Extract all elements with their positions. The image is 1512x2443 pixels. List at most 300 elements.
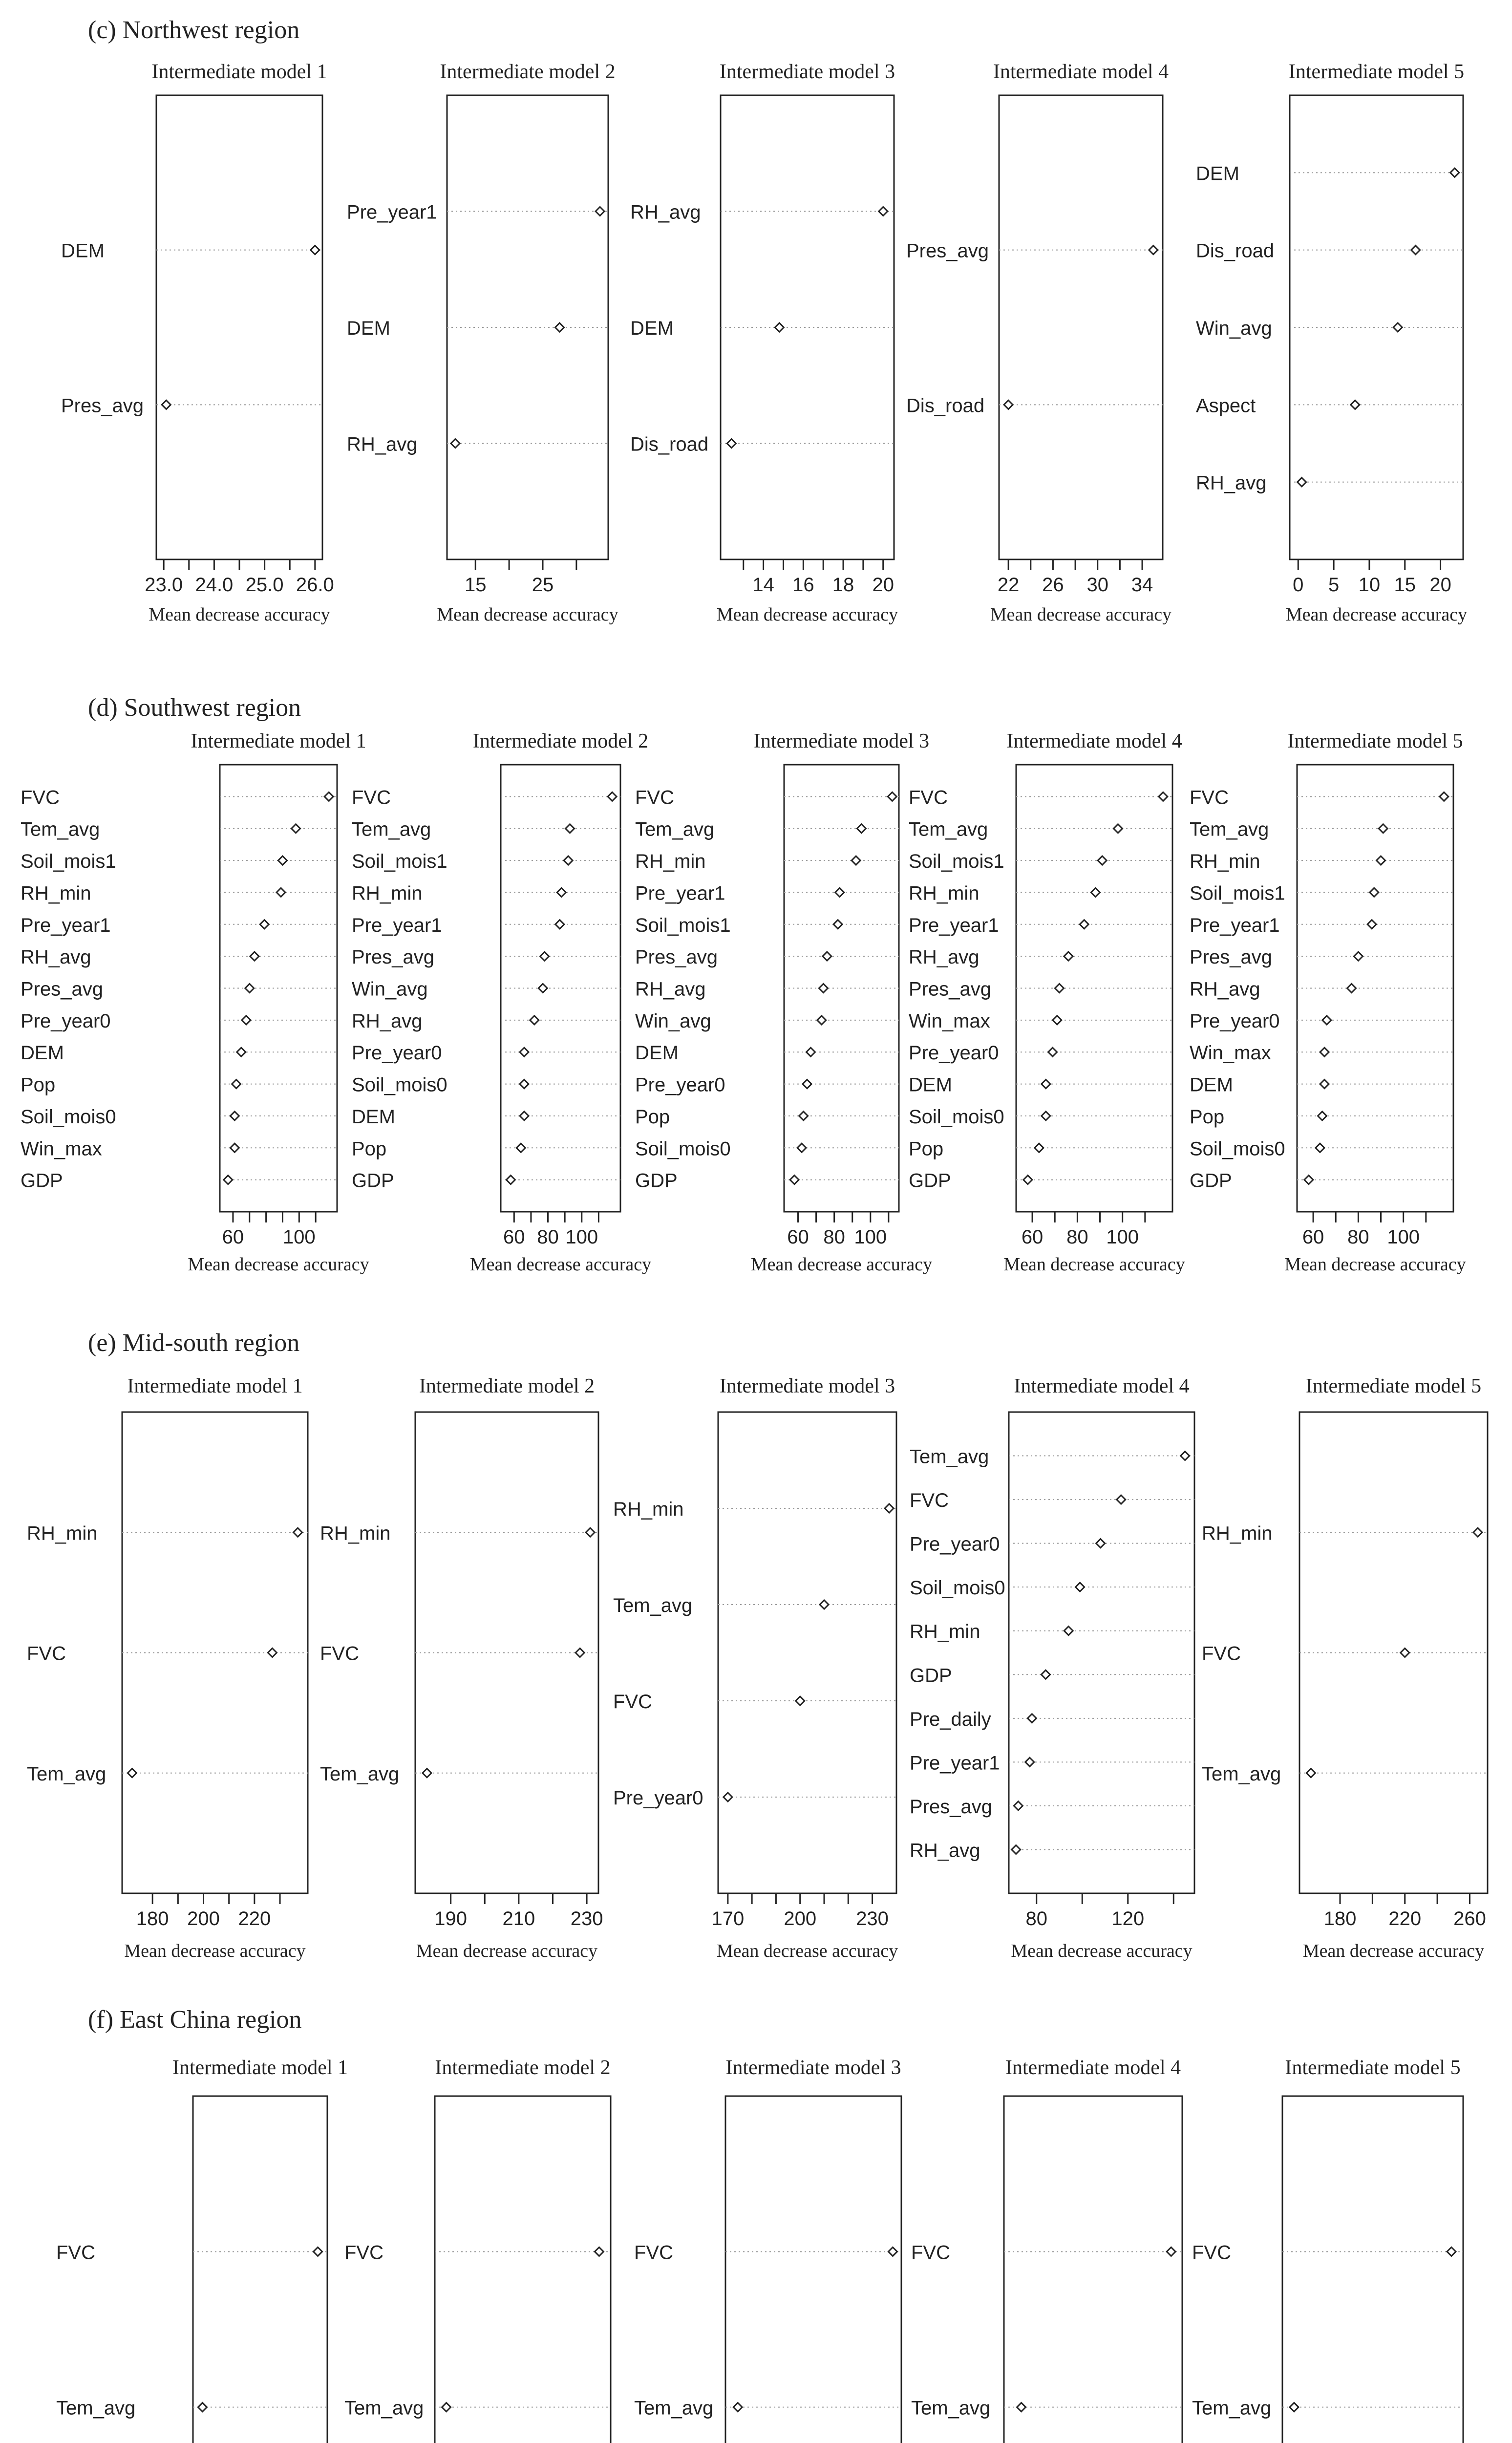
- importance-point: [733, 2403, 742, 2412]
- importance-point: [230, 1143, 239, 1152]
- variable-label: Tem_avg: [21, 818, 100, 840]
- variable-label: Tem_avg: [320, 1763, 400, 1785]
- panel-frame: [1009, 1412, 1194, 1893]
- importance-point: [857, 824, 866, 833]
- importance-point: [520, 1080, 529, 1089]
- panel-3-4: [911, 2057, 1184, 2443]
- variable-label: Tem_avg: [909, 818, 988, 840]
- variable-label: Pres_avg: [906, 240, 989, 262]
- importance-point: [1393, 323, 1402, 332]
- variable-label: RH_avg: [21, 946, 91, 968]
- x-tick-label: 20: [872, 574, 894, 596]
- x-tick-label: 100: [1387, 1226, 1420, 1248]
- importance-point: [596, 207, 604, 216]
- panel-3-1: [56, 2057, 351, 2443]
- section-title: (c) Northwest region: [88, 16, 300, 44]
- importance-point: [1322, 1016, 1331, 1025]
- importance-point: [1318, 1112, 1327, 1120]
- panel-0-4: [906, 61, 1171, 625]
- importance-point: [294, 1528, 302, 1537]
- variable-label: FVC: [320, 1643, 359, 1665]
- x-tick-label: 23.0: [145, 574, 183, 596]
- variable-label: Win_avg: [635, 1010, 711, 1032]
- x-tick-label: 25: [532, 574, 554, 596]
- variable-label: RH_avg: [347, 433, 418, 455]
- variable-label: GDP: [909, 1170, 951, 1192]
- variable-label: DEM: [21, 1042, 64, 1064]
- variable-label: RH_min: [320, 1522, 391, 1544]
- x-axis-label: Mean decrease accuracy: [750, 1254, 933, 1275]
- panel-frame: [1004, 2096, 1182, 2443]
- importance-point: [1027, 1714, 1036, 1723]
- x-axis-label: Mean decrease accuracy: [716, 604, 898, 625]
- importance-point: [817, 1016, 826, 1025]
- variable-label: GDP: [910, 1665, 952, 1687]
- x-tick-label: 220: [238, 1908, 271, 1929]
- x-axis-label: Mean decrease accuracy: [1011, 1941, 1193, 1961]
- variable-label: Tem_avg: [344, 2397, 424, 2419]
- panel-2-4: [910, 1375, 1194, 1961]
- importance-point: [1447, 2247, 1456, 2256]
- panel-title: Intermediate model 4: [1006, 730, 1182, 752]
- variable-label: RH_min: [1202, 1522, 1273, 1544]
- variable-label: Pop: [635, 1106, 670, 1128]
- variable-label: DEM: [909, 1074, 952, 1096]
- importance-point: [451, 439, 460, 448]
- panel-1-1: [21, 730, 369, 1275]
- panel-frame: [1282, 2096, 1463, 2443]
- variable-label: Soil_mois0: [352, 1074, 447, 1096]
- variable-label: Soil_mois1: [21, 851, 116, 873]
- importance-point: [820, 1600, 829, 1609]
- importance-point: [1117, 1495, 1126, 1504]
- panel-title: Intermediate model 4: [1014, 1375, 1190, 1397]
- x-tick-label: 100: [282, 1226, 316, 1248]
- panel-title: Intermediate model 5: [1288, 61, 1465, 83]
- variable-label: FVC: [635, 787, 674, 809]
- variable-label: Tem_avg: [634, 2397, 714, 2419]
- variable-label: FVC: [909, 787, 948, 809]
- panel-frame: [725, 2096, 901, 2443]
- panel-title: Intermediate model 2: [472, 730, 649, 752]
- importance-point: [1076, 1583, 1085, 1591]
- importance-point: [1181, 1452, 1190, 1460]
- variable-label: Aspect: [1196, 395, 1256, 417]
- x-tick-label: 120: [1111, 1908, 1145, 1929]
- importance-point: [819, 984, 828, 993]
- importance-point: [1041, 1670, 1050, 1679]
- variable-label: DEM: [347, 318, 390, 339]
- variable-label: RH_min: [352, 882, 423, 904]
- importance-point: [1042, 1080, 1050, 1089]
- importance-point: [806, 1048, 815, 1056]
- importance-point: [803, 1080, 811, 1089]
- importance-point: [128, 1769, 136, 1778]
- x-axis-label: Mean decrease accuracy: [437, 604, 618, 625]
- x-tick-label: 60: [1302, 1226, 1324, 1248]
- importance-point: [1023, 1176, 1032, 1184]
- variable-label: Win_avg: [1196, 318, 1272, 339]
- panel-3-2: [344, 2057, 616, 2443]
- variable-label: RH_min: [635, 851, 706, 873]
- variable-label: Pre_daily: [910, 1708, 991, 1730]
- x-tick-label: 260: [1453, 1908, 1486, 1929]
- x-tick-label: 60: [787, 1226, 809, 1248]
- importance-point: [1304, 1176, 1313, 1184]
- variable-label: FVC: [352, 787, 391, 809]
- x-axis-label: Mean decrease accuracy: [469, 1254, 652, 1275]
- variable-label: GDP: [21, 1170, 63, 1192]
- panel-title: Intermediate model 5: [1287, 730, 1463, 752]
- panel-title: Intermediate model 2: [440, 61, 616, 83]
- x-tick-label: 80: [537, 1226, 559, 1248]
- x-tick-label: 5: [1328, 574, 1340, 596]
- variable-label: DEM: [1190, 1074, 1233, 1096]
- variable-label: FVC: [1202, 1643, 1241, 1665]
- variable-label: RH_avg: [635, 978, 706, 1000]
- x-tick-label: 10: [1358, 574, 1381, 596]
- importance-point: [250, 952, 259, 961]
- panel-0-5: [1196, 61, 1467, 625]
- importance-point: [564, 856, 573, 865]
- importance-point: [557, 888, 566, 897]
- importance-point: [1096, 1539, 1105, 1548]
- variable-label: RH_min: [613, 1499, 684, 1520]
- variable-label: Win_avg: [352, 978, 428, 1000]
- importance-point: [1347, 984, 1356, 993]
- importance-point: [823, 952, 831, 961]
- panel-title: Intermediate model 4: [1005, 2057, 1181, 2079]
- importance-point: [1064, 1627, 1073, 1635]
- variable-label: Tem_avg: [910, 1446, 989, 1468]
- figure-section-1: [21, 694, 1466, 1275]
- variable-label: GDP: [352, 1170, 394, 1192]
- variable-label: FVC: [27, 1643, 66, 1665]
- importance-point: [232, 1080, 241, 1089]
- importance-point: [1035, 1143, 1043, 1152]
- x-tick-label: 180: [1323, 1908, 1357, 1929]
- panel-title: Intermediate model 3: [719, 1375, 895, 1397]
- variable-label: Pre_year1: [347, 201, 437, 223]
- importance-point: [237, 1048, 246, 1056]
- importance-point: [797, 1143, 806, 1152]
- panel-2-5: [1202, 1375, 1488, 1961]
- x-tick-label: 26.0: [296, 574, 334, 596]
- variable-label: FVC: [1190, 787, 1229, 809]
- importance-point: [260, 920, 269, 929]
- importance-point: [1014, 1801, 1022, 1810]
- variable-label: Dis_road: [630, 433, 709, 455]
- panel-2-3: [613, 1375, 898, 1961]
- importance-point: [1055, 984, 1064, 993]
- variable-label: Tem_avg: [613, 1595, 693, 1616]
- importance-point: [1370, 888, 1379, 897]
- importance-point: [1354, 952, 1363, 961]
- variable-label: FVC: [910, 1490, 949, 1512]
- x-tick-label: 100: [1106, 1226, 1139, 1248]
- variable-label: RH_min: [909, 882, 980, 904]
- importance-point: [1149, 246, 1158, 255]
- variable-label: Tem_avg: [1192, 2397, 1272, 2419]
- importance-point: [224, 1176, 233, 1184]
- importance-point: [292, 824, 300, 833]
- variable-label: Pres_avg: [909, 978, 991, 1000]
- x-tick-label: 100: [854, 1226, 887, 1248]
- x-axis-label: Mean decrease accuracy: [1285, 604, 1468, 625]
- x-axis-label: Mean decrease accuracy: [1302, 1941, 1485, 1961]
- panel-frame: [718, 1412, 896, 1893]
- variable-label: Soil_mois1: [635, 914, 731, 936]
- importance-point: [595, 2247, 603, 2256]
- importance-point: [1012, 1845, 1021, 1854]
- variable-label: Dis_road: [906, 395, 985, 417]
- importance-point: [888, 792, 896, 801]
- variable-label: Pop: [21, 1074, 56, 1096]
- variable-label: Tem_avg: [27, 1763, 106, 1785]
- variable-label: Pre_year1: [910, 1752, 1000, 1774]
- panel-3-3: [634, 2057, 904, 2443]
- x-tick-label: 16: [792, 574, 814, 596]
- panel-title: Intermediate model 3: [725, 2057, 901, 2079]
- variable-label: DEM: [61, 240, 105, 262]
- importance-point: [833, 920, 842, 929]
- variable-label: Pres_avg: [21, 978, 103, 1000]
- importance-point: [1113, 824, 1122, 833]
- variable-label: Pre_year0: [21, 1010, 111, 1032]
- figure-section-3: [56, 2006, 1464, 2443]
- importance-point: [198, 2403, 207, 2412]
- panel-title: Intermediate model 5: [1305, 1375, 1482, 1397]
- x-tick-label: 100: [565, 1226, 598, 1248]
- panel-title: Intermediate model 2: [419, 1375, 595, 1397]
- variable-label: FVC: [1192, 2242, 1231, 2264]
- variable-label: FVC: [634, 2242, 673, 2264]
- importance-point: [245, 984, 254, 993]
- x-tick-label: 200: [187, 1908, 220, 1929]
- importance-point: [608, 792, 617, 801]
- variable-label: Soil_mois0: [910, 1577, 1005, 1599]
- importance-point: [268, 1649, 277, 1657]
- variable-label: RH_min: [910, 1621, 980, 1643]
- importance-point: [1167, 2247, 1175, 2256]
- variable-label: FVC: [911, 2242, 950, 2264]
- variable-label: Soil_mois0: [635, 1138, 731, 1160]
- importance-point: [1159, 792, 1168, 801]
- importance-point: [520, 1048, 529, 1056]
- x-tick-label: 80: [1347, 1226, 1369, 1248]
- panel-0-1: [61, 61, 334, 625]
- panel-1-3: [635, 730, 932, 1275]
- x-tick-label: 60: [503, 1226, 525, 1248]
- importance-point: [530, 1016, 539, 1025]
- variable-label: FVC: [21, 787, 60, 809]
- variable-label: Win_max: [1190, 1042, 1271, 1064]
- variable-label: DEM: [352, 1106, 395, 1128]
- importance-point: [727, 439, 736, 448]
- variable-label: Tem_avg: [352, 818, 431, 840]
- panel-frame: [156, 95, 322, 559]
- panel-title: Intermediate model 2: [435, 2057, 611, 2079]
- variable-label: Pop: [1190, 1106, 1225, 1128]
- importance-point: [1316, 1143, 1324, 1152]
- variable-label: Win_max: [21, 1138, 102, 1160]
- variable-label: RH_min: [27, 1522, 98, 1544]
- importance-point: [324, 792, 333, 801]
- variable-label: RH_avg: [910, 1840, 980, 1862]
- x-tick-label: 22: [997, 574, 1020, 596]
- variable-label: RH_avg: [352, 1010, 423, 1032]
- variable-label: Soil_mois1: [909, 851, 1004, 873]
- x-tick-label: 170: [711, 1908, 745, 1929]
- panel-frame: [1299, 1412, 1488, 1893]
- importance-point: [1320, 1048, 1329, 1056]
- variable-label: Pre_year0: [613, 1787, 703, 1809]
- variable-label: RH_avg: [1196, 472, 1267, 494]
- x-tick-label: 190: [434, 1908, 468, 1929]
- importance-point: [1053, 1016, 1062, 1025]
- x-tick-label: 220: [1388, 1908, 1422, 1929]
- importance-point: [442, 2403, 451, 2412]
- panel-frame: [999, 95, 1163, 559]
- x-tick-label: 25.0: [245, 574, 284, 596]
- variable-label: Pre_year0: [909, 1042, 999, 1064]
- importance-point: [1042, 1112, 1050, 1120]
- importance-point: [796, 1696, 805, 1705]
- variable-label: Pre_year1: [909, 914, 999, 936]
- panel-title: Intermediate model 1: [151, 61, 327, 83]
- importance-point: [852, 856, 860, 865]
- variable-label: Tem_avg: [911, 2397, 991, 2419]
- importance-point: [314, 2247, 322, 2256]
- variable-label: Pre_year0: [635, 1074, 725, 1096]
- section-title: (d) Southwest region: [88, 694, 301, 722]
- importance-point: [1401, 1649, 1409, 1657]
- variable-label: Pop: [909, 1138, 944, 1160]
- variable-label: Pres_avg: [635, 946, 718, 968]
- importance-point: [835, 888, 844, 897]
- x-tick-label: 60: [222, 1226, 244, 1248]
- importance-point: [1017, 2403, 1026, 2412]
- variable-label: GDP: [1190, 1170, 1232, 1192]
- importance-point: [1440, 792, 1448, 801]
- variable-label: Pres_avg: [352, 946, 434, 968]
- importance-point: [278, 856, 287, 865]
- variable-label: Pre_year0: [1190, 1010, 1280, 1032]
- panel-title: Intermediate model 3: [753, 730, 930, 752]
- variable-label: Soil_mois0: [1190, 1138, 1285, 1160]
- importance-point: [538, 984, 547, 993]
- x-axis-label: Mean decrease accuracy: [416, 1941, 598, 1961]
- importance-point: [230, 1112, 239, 1120]
- variable-label: Tem_avg: [635, 818, 715, 840]
- panel-1-5: [1190, 730, 1466, 1275]
- panel-title: Intermediate model 5: [1285, 2057, 1461, 2079]
- importance-point: [1098, 856, 1107, 865]
- importance-point: [885, 1504, 894, 1513]
- importance-point: [1048, 1048, 1057, 1056]
- importance-point: [1064, 952, 1073, 961]
- variable-label: Pres_avg: [910, 1796, 992, 1818]
- panel-title: Intermediate model 3: [719, 61, 895, 83]
- x-axis-label: Mean decrease accuracy: [188, 1254, 369, 1275]
- panel-2-1: [27, 1375, 308, 1961]
- figure-section-0: [61, 16, 1467, 625]
- panel-2-2: [320, 1375, 603, 1961]
- panel-title: Intermediate model 1: [127, 1375, 303, 1397]
- importance-point: [775, 323, 784, 332]
- variable-label: Soil_mois0: [909, 1106, 1004, 1128]
- variable-label: FVC: [56, 2242, 95, 2264]
- variable-label: Tem_avg: [56, 2397, 136, 2419]
- panel-0-3: [630, 61, 898, 625]
- x-axis-label: Mean decrease accuracy: [1284, 1254, 1466, 1275]
- importance-point: [1298, 478, 1306, 487]
- panel-1-2: [352, 730, 651, 1275]
- variable-label: Dis_road: [1196, 240, 1275, 262]
- importance-point: [555, 323, 564, 332]
- importance-point: [540, 952, 549, 961]
- importance-point: [1473, 1528, 1482, 1537]
- panel-frame: [1290, 95, 1463, 559]
- importance-point: [790, 1176, 799, 1184]
- variable-label: Pre_year1: [635, 882, 725, 904]
- variable-label: Pop: [352, 1138, 387, 1160]
- x-tick-label: 20: [1429, 574, 1451, 596]
- importance-point: [423, 1769, 431, 1778]
- importance-point: [566, 824, 575, 833]
- variable-label: GDP: [635, 1170, 678, 1192]
- panel-frame: [721, 95, 894, 559]
- panel-3-5: [1192, 2057, 1464, 2443]
- panel-0-2: [347, 61, 618, 625]
- x-tick-label: 18: [832, 574, 854, 596]
- x-tick-label: 230: [570, 1908, 603, 1929]
- importance-point: [516, 1143, 525, 1152]
- panel-title: Intermediate model 4: [993, 61, 1169, 83]
- section-title: (f) East China region: [88, 2006, 302, 2034]
- variable-label: Pre_year0: [910, 1533, 1000, 1555]
- variable-label: DEM: [635, 1042, 679, 1064]
- x-tick-label: 80: [1025, 1908, 1048, 1929]
- x-tick-label: 80: [823, 1226, 845, 1248]
- x-axis-label: Mean decrease accuracy: [149, 604, 330, 625]
- x-tick-label: 26: [1042, 574, 1064, 596]
- importance-point: [1411, 246, 1420, 255]
- panel-frame: [435, 2096, 611, 2443]
- variable-label: Pre_year1: [352, 914, 442, 936]
- x-tick-label: 200: [784, 1908, 817, 1929]
- x-tick-label: 60: [1021, 1226, 1043, 1248]
- x-tick-label: 180: [136, 1908, 169, 1929]
- variable-label: RH_avg: [1190, 978, 1260, 1000]
- importance-point: [1450, 168, 1459, 177]
- section-title: (e) Mid-south region: [88, 1329, 300, 1357]
- x-tick-label: 15: [464, 574, 487, 596]
- importance-point: [1320, 1080, 1329, 1089]
- x-tick-label: 15: [1394, 574, 1416, 596]
- variable-label: Soil_mois1: [352, 851, 447, 873]
- importance-point: [520, 1112, 529, 1120]
- variable-label: Soil_mois1: [1190, 882, 1285, 904]
- importance-point: [506, 1176, 515, 1184]
- importance-point: [586, 1528, 595, 1537]
- importance-point: [1306, 1769, 1315, 1778]
- variable-label: FVC: [344, 2242, 383, 2264]
- importance-point: [1091, 888, 1100, 897]
- variable-label: RH_min: [1190, 851, 1260, 873]
- x-tick-label: 24.0: [195, 574, 234, 596]
- importance-point: [1379, 824, 1387, 833]
